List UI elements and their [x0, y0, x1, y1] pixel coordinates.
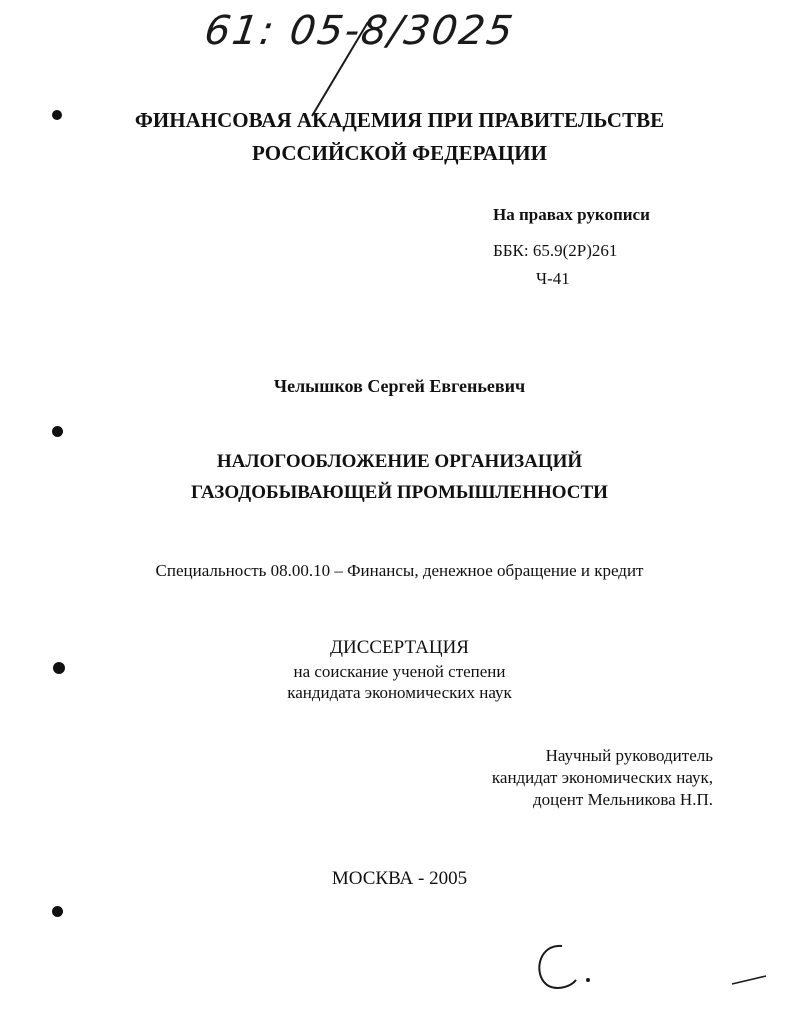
- binder-hole-mark: [53, 662, 65, 674]
- supervisor-line-2: кандидат экономических наук,: [491, 768, 713, 787]
- supervisor-line-1: Научный руководитель: [545, 746, 713, 765]
- author-name: Челышков Сергей Евгеньевич: [273, 376, 526, 396]
- binder-hole-mark: [52, 110, 62, 120]
- thesis-title-line-2: ГАЗОДОБЫВАЮЩЕЙ ПРОМЫШЛЕННОСТИ: [191, 482, 608, 503]
- supervisor-line-3: доцент Мельникова Н.П.: [533, 790, 713, 809]
- institution-line-1: ФИНАНСОВАЯ АКАДЕМИЯ ПРИ ПРАВИТЕЛЬСТВЕ: [134, 108, 665, 132]
- author-code: Ч-41: [536, 269, 570, 288]
- handwritten-stroke: [310, 20, 370, 120]
- city-year: МОСКВА - 2005: [331, 868, 468, 889]
- binder-hole-mark: [52, 426, 63, 437]
- degree-line-2: кандидата экономических наук: [287, 683, 512, 702]
- handwritten-initial-mark: [530, 940, 600, 1000]
- binder-hole-mark: [52, 906, 63, 917]
- scan-stroke-mark: [730, 970, 770, 990]
- manuscript-rights: На правах рукописи: [493, 205, 650, 224]
- degree-line-1: на соискание ученой степени: [293, 662, 506, 681]
- specialty: Специальность 08.00.10 – Финансы, денежное обращение и кредит: [155, 561, 644, 580]
- handwritten-catalog-code: 61: 05-8/3025: [201, 8, 518, 54]
- institution-line-2: РОССИЙСКОЙ ФЕДЕРАЦИИ: [252, 141, 547, 165]
- dissertation-type: ДИССЕРТАЦИЯ: [330, 637, 469, 658]
- supervisor-block: [492, 745, 713, 811]
- thesis-title-line-1: НАЛОГООБЛОЖЕНИЕ ОРГАНИЗАЦИЙ: [216, 451, 583, 472]
- bbk-index: ББК: 65.9(2Р)261: [493, 241, 618, 260]
